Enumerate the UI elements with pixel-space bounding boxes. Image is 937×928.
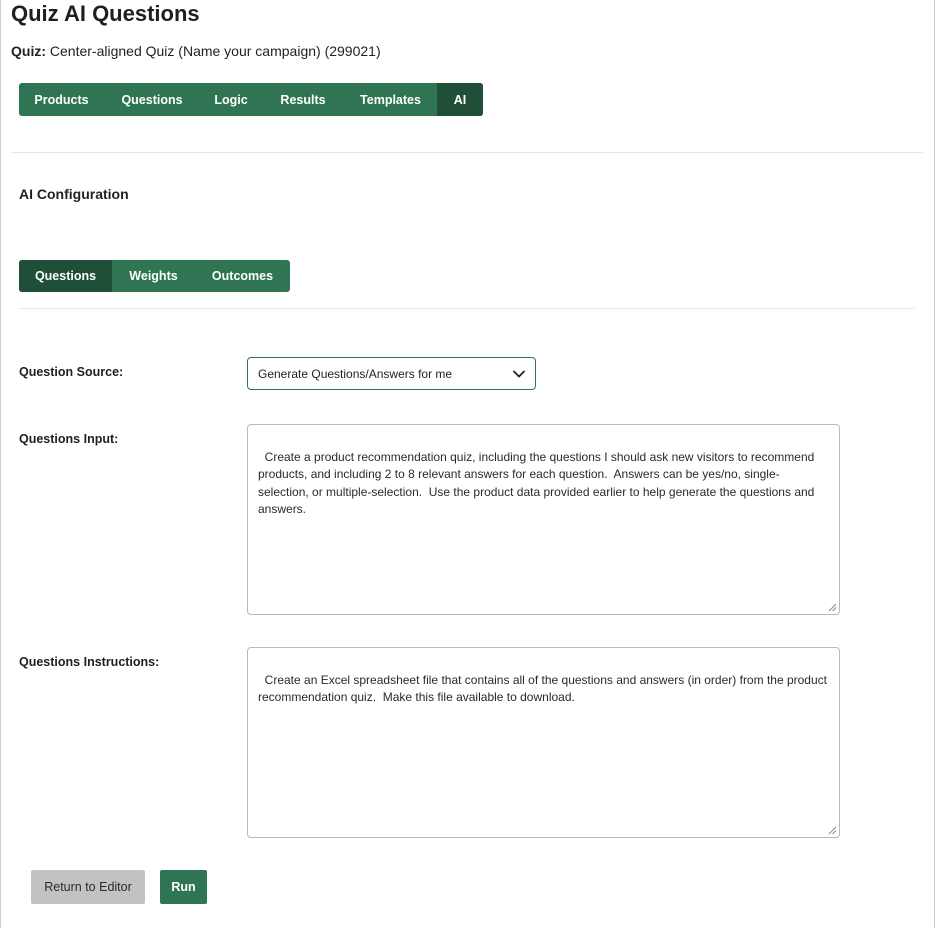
divider <box>11 152 923 153</box>
questions-instructions-textarea[interactable] <box>247 647 840 838</box>
quiz-label: Quiz: <box>11 43 46 59</box>
ai-config-tab-bar <box>19 260 290 292</box>
questions-input-text: Create a product recommendation quiz, including the questions I should ask new visitors to recommend products, and including 2 to 8 relevant answers for each question. Answers can be yes/no, single-selection, or multiple-selection. Use the product data provided earlier to help generate the questions and answers. <box>258 449 818 516</box>
section-title: AI Configuration <box>19 186 129 202</box>
questions-input-textarea[interactable] <box>247 424 840 615</box>
main-tab-bar <box>19 83 483 116</box>
resize-grip-icon[interactable] <box>828 603 837 612</box>
tab-templates[interactable]: Templates <box>360 92 421 107</box>
quiz-info <box>11 42 381 60</box>
questions-instructions-text: Create an Excel spreadsheet file that contains all of the questions and answers (in order) from the product recommendation quiz. Make this file available to download. <box>258 672 831 704</box>
chevron-down-icon <box>512 368 526 380</box>
question-source-value: Generate Questions/Answers for me <box>258 366 453 381</box>
tab-ai-questions[interactable]: Questions <box>19 260 112 292</box>
question-source-label: Question Source: <box>19 365 124 379</box>
questions-instructions-label: Questions Instructions: <box>19 655 160 669</box>
tab-outcomes[interactable]: Outcomes <box>211 269 274 283</box>
tab-logic[interactable]: Logic <box>214 92 248 107</box>
questions-input-label: Questions Input: <box>19 432 119 446</box>
return-to-editor-button[interactable]: Return to Editor <box>31 870 145 904</box>
tab-ai[interactable]: AI <box>437 83 483 116</box>
tab-weights[interactable]: Weights <box>129 269 178 283</box>
resize-grip-icon[interactable] <box>828 826 837 835</box>
run-button[interactable]: Run <box>160 870 207 904</box>
quiz-name: Center-aligned Quiz (Name your campaign) (299021) <box>49 43 381 59</box>
tab-products[interactable]: Products <box>34 92 89 107</box>
tab-results[interactable]: Results <box>280 92 326 107</box>
divider <box>19 308 915 309</box>
page-title: Quiz AI Questions <box>11 1 200 26</box>
question-source-select[interactable] <box>247 357 536 390</box>
tab-questions[interactable]: Questions <box>121 92 183 107</box>
